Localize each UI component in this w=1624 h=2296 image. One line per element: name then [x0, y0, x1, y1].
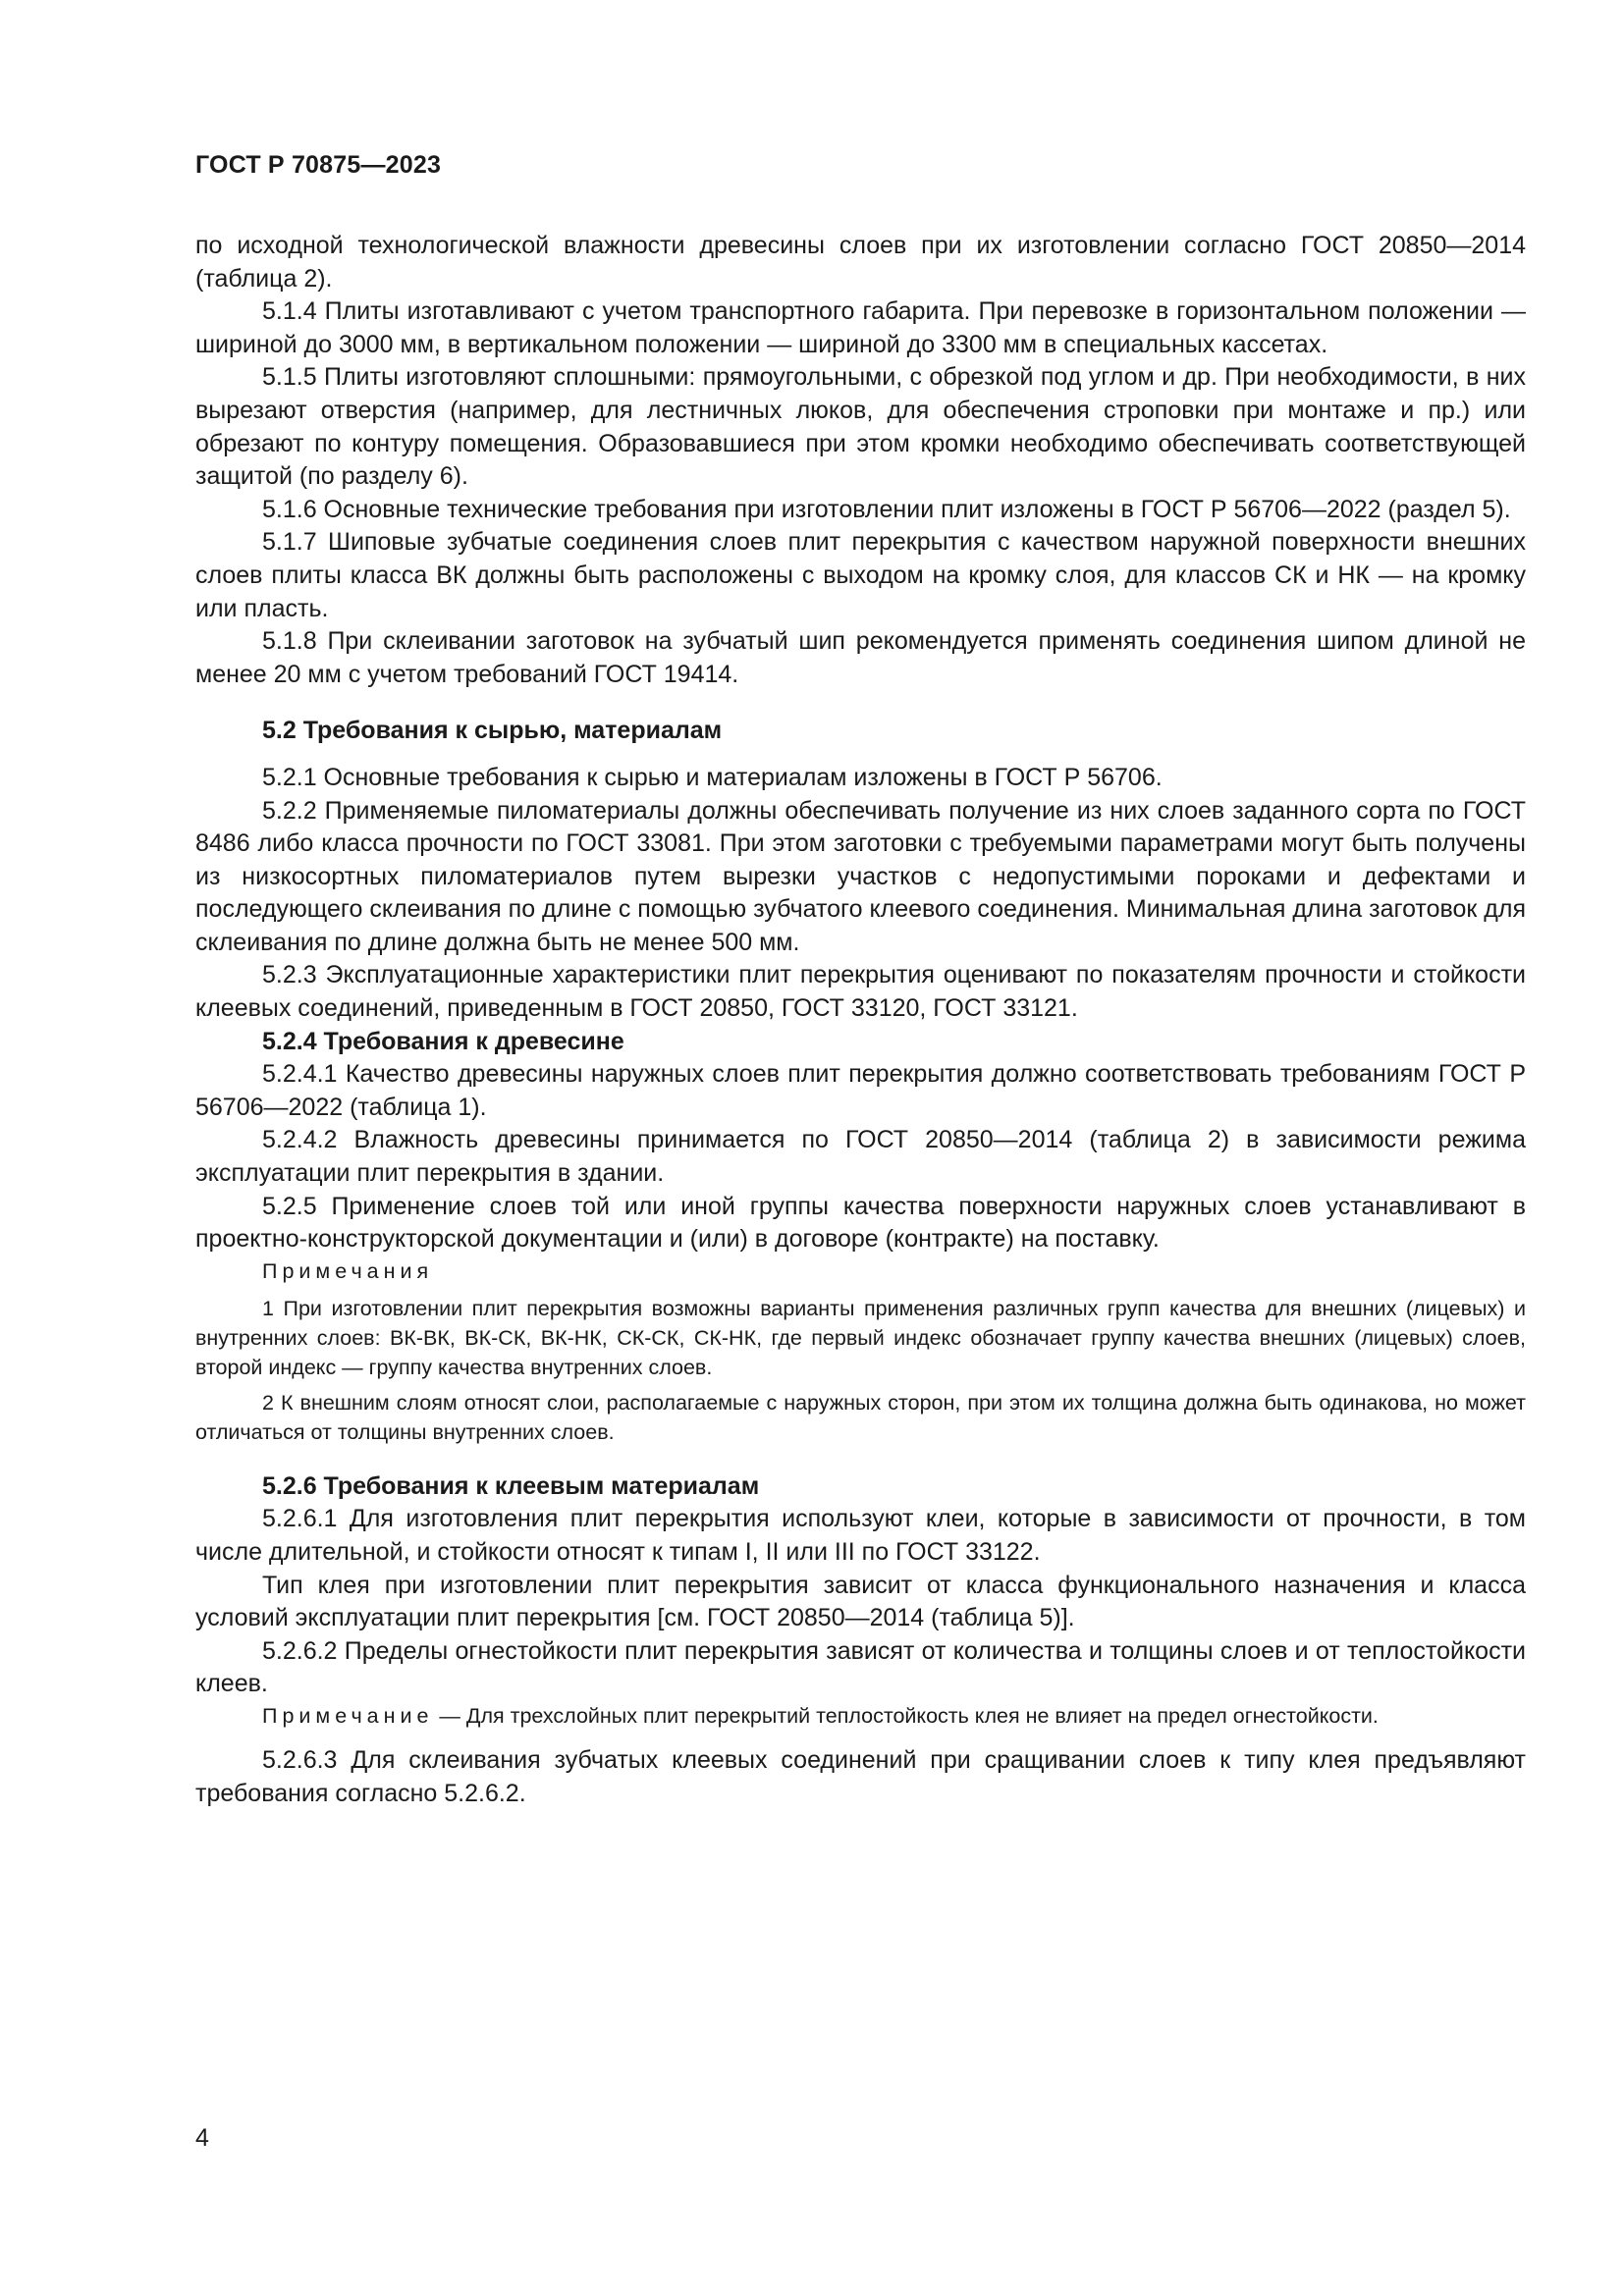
paragraph-5-1-4: 5.1.4 Плиты изготавливают с учетом транспортного габарита. При перевозке в горизонтальном положении — шириной до 3000 мм, в вертикальном положении — шириной до 3300 мм в специальных кассетах.	[195, 297, 1526, 358]
paragraph-continuation: по исходной технологической влажности древесины слоев при их изготовлении согласно ГОСТ 20850—2014 (таблица 2).	[195, 232, 1526, 293]
paragraph-5-1-7: 5.1.7 Шиповые зубчатые соединения слоев плит перекрытия с качеством наружной поверхности внешних слоев плиты класса ВК должны быть расположены с выходом на кромку слоя, для классов СК и НК — на кромку или пласть.	[195, 528, 1526, 622]
document-body	[195, 230, 1526, 1810]
paragraph-5-2-4-2: 5.2.4.2 Влажность древесины принимается по ГОСТ 20850—2014 (таблица 2) в зависимости режима эксплуатации плит перекрытия в здании.	[195, 1126, 1526, 1188]
note-3-text: — Для трехслойных плит перекрытий теплостойкость клея не влияет на предел огнестойкости.	[433, 1703, 1379, 1728]
paragraph-5-2-6-1-type: Тип клея при изготовлении плит перекрытия зависит от класса функционального назначения и класса условий эксплуатации плит перекрытия [см. ГОСТ 20850—2014 (таблица 5)].	[195, 1571, 1526, 1632]
paragraph-5-1-6: 5.1.6 Основные технические требования при изготовлении плит изложены в ГОСТ Р 56706—2022 (раздел 5).	[262, 495, 1511, 523]
paragraph-5-2-3: 5.2.3 Эксплуатационные характеристики плит перекрытия оценивают по показателям прочности и стойкости клеевых соединений, приведенным в ГОСТ 20850, ГОСТ 33120, ГОСТ 33121.	[195, 961, 1526, 1023]
paragraph-5-2-4-1: 5.2.4.1 Качество древесины наружных слоев плит перекрытия должно соответствовать требованиям ГОСТ Р 56706—2022 (таблица 1).	[195, 1060, 1526, 1121]
note-2: 2 К внешним слоям относят слои, располагаемые с наружных сторон, при этом их толщина должна быть одинакова, но может отличаться от толщины внутренних слоев.	[195, 1390, 1526, 1444]
section-heading-5-2: 5.2 Требования к сырью, материалам	[262, 717, 723, 745]
paragraph-5-1-8: 5.1.8 При склеивании заготовок на зубчатый шип рекомендуется применять соединения шипом длиной не менее 20 мм с учетом требований ГОСТ 19414.	[195, 627, 1526, 688]
paragraph-5-2-1: 5.2.1 Основные требования к сырью и материалам изложены в ГОСТ Р 56706.	[262, 763, 1163, 791]
notes-label: Примечания	[262, 1258, 434, 1283]
paragraph-5-1-5: 5.1.5 Плиты изготовляют сплошными: прямоугольными, с обрезкой под углом и др. При необходимости, в них вырезают отверстия (например, для лестничных люков, для обеспечения строповки при монтаже и пр.) или обрезают по контуру помещения. Образовавшиеся при этом кромки необходимо обеспечивать соответствующей защитой (по разделу 6).	[195, 363, 1526, 491]
note-3	[195, 1701, 1526, 1731]
note-1: 1 При изготовлении плит перекрытия возможны варианты применения различных групп качества для внешних (лицевых) и внутренних слоев: ВК-ВК, ВК-СК, ВК-НК, СК-СК, СК-НК, где первый индекс обозначает группу качества внешних (лицевых) слоев, второй индекс — группу качества внутренних слоев.	[195, 1296, 1526, 1379]
note-3-label: Примечание	[262, 1703, 434, 1728]
section-heading-5-2-6: 5.2.6 Требования к клеевым материалам	[262, 1471, 760, 1500]
paragraph-5-2-6-3: 5.2.6.3 Для склеивания зубчатых клеевых соединений при сращивании слоев к типу клея предъявляют требования согласно 5.2.6.2.	[195, 1745, 1526, 1807]
paragraph-5-2-6-2: 5.2.6.2 Пределы огнестойкости плит перекрытия зависят от количества и толщины слоев и от теплостойкости клеев.	[195, 1636, 1526, 1698]
document-code-header: ГОСТ Р 70875—2023	[195, 151, 442, 179]
page-number: 4	[195, 2124, 209, 2152]
paragraph-5-2-6-1: 5.2.6.1 Для изготовления плит перекрытия используют клеи, которые в зависимости от прочности, в том числе длительной, и стойкости относят к типам I, II или III по ГОСТ 33122.	[195, 1505, 1526, 1566]
paragraph-5-2-2: 5.2.2 Применяемые пиломатериалы должны обеспечивать получение из них слоев заданного сорта по ГОСТ 8486 либо класса прочности по ГОСТ 33081. При этом заготовки с требуемыми параметрами могут быть получены из низкосортных пиломатериалов путем вырезки участков с недопустимыми пороками и дефектами и последующего склеивания по длине с помощью зубчатого клеевого соединения. Минимальная длина заготовок для склеивания по длине должна быть не менее 500 мм.	[195, 796, 1526, 956]
paragraph-5-2-5: 5.2.5 Применение слоев той или иной группы качества поверхности наружных слоев устанавливают в проектно-конструкторской документации и (или) в договоре (контракте) на поставку.	[195, 1192, 1526, 1254]
section-heading-5-2-4: 5.2.4 Требования к древесине	[262, 1027, 624, 1055]
